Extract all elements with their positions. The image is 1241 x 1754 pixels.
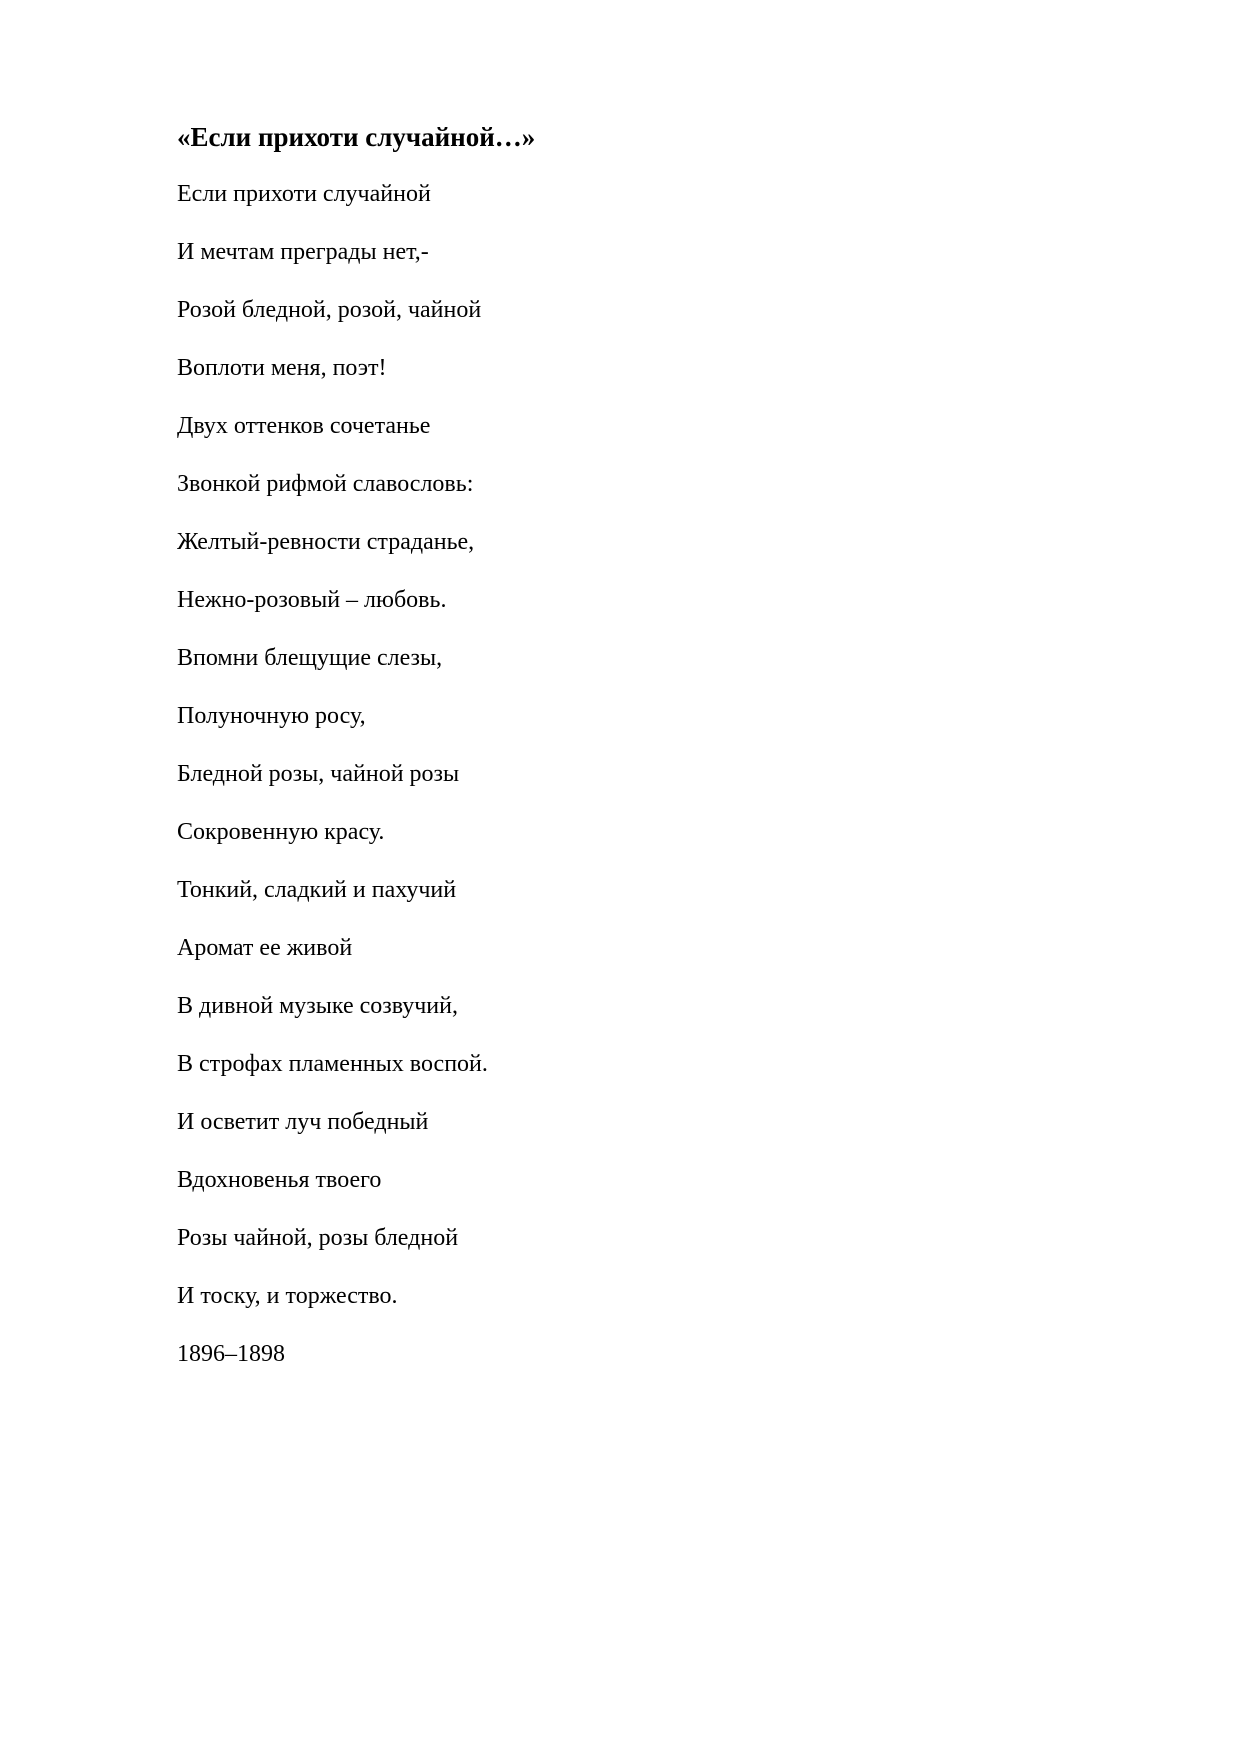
poem-line: И тоску, и торжество. — [177, 1283, 398, 1309]
poem-line: Желтый-ревности страданье, — [177, 529, 475, 555]
poem-line: Впомни блещущие слезы, — [177, 645, 443, 671]
poem-line: И мечтам преграды нет,- — [177, 239, 429, 265]
poem-title: «Если прихоти случайной…» — [177, 122, 536, 152]
poem-line: Розой бледной, розой, чайной — [177, 297, 482, 323]
poem-line: Вдохновенья твоего — [177, 1167, 382, 1193]
poem-line: Двух оттенков сочетанье — [177, 413, 431, 439]
poem-line: Розы чайной, розы бледной — [177, 1225, 459, 1251]
poem-line: В строфах пламенных воспой. — [177, 1051, 488, 1077]
poem-line: Нежно-розовый – любовь. — [177, 587, 447, 613]
poem-line: И осветит луч победный — [177, 1109, 429, 1135]
poem-line: Сокровенную красу. — [177, 819, 385, 845]
poem-line: Бледной розы, чайной розы — [177, 761, 460, 787]
poem-line: Воплоти меня, поэт! — [177, 355, 387, 381]
poem-line: Звонкой рифмой славословь: — [177, 471, 474, 497]
poem-line: Аромат ее живой — [177, 935, 353, 961]
poem-line: Полуночную росу, — [177, 703, 366, 729]
poem-body — [177, 174, 488, 1334]
poem-line: В дивной музыке созвучий, — [177, 993, 458, 1019]
poem-date: 1896–1898 — [177, 1341, 285, 1367]
poem-line: Если прихоти случайной — [177, 181, 431, 207]
poem-line: Тонкий, сладкий и пахучий — [177, 877, 457, 903]
